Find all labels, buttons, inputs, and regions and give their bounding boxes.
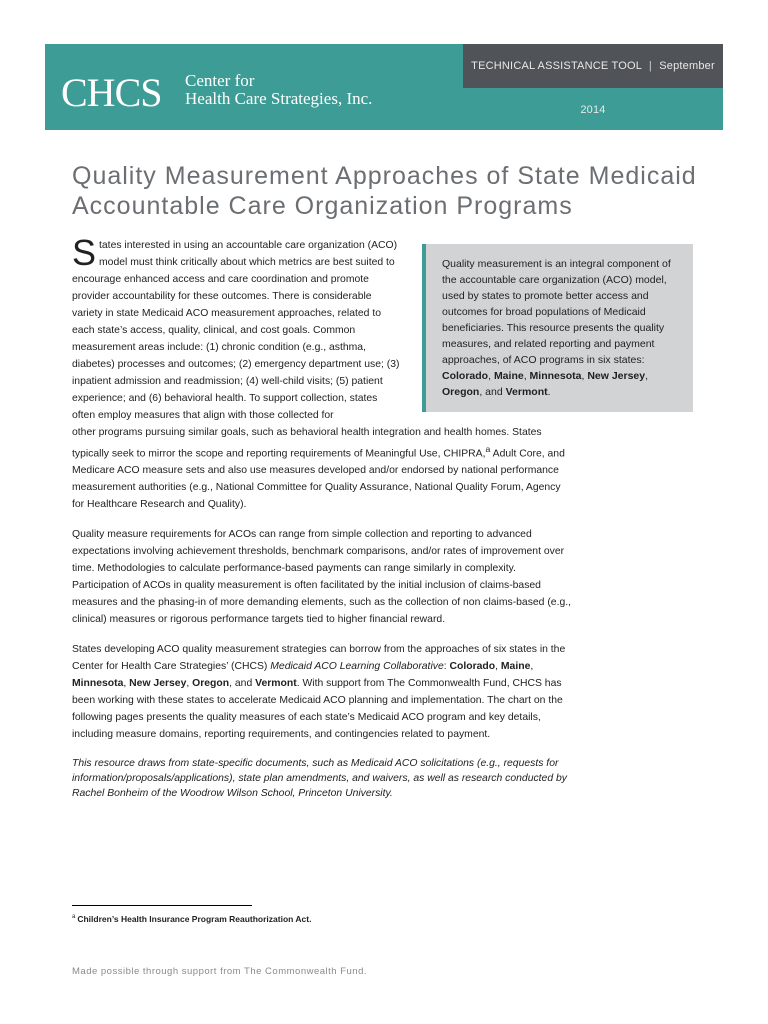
footnote-divider bbox=[72, 905, 252, 906]
org-name-line1: Center for bbox=[185, 71, 255, 90]
sidebar-state-oregon: Oregon bbox=[442, 386, 480, 398]
paragraph-3 bbox=[72, 641, 572, 743]
org-name-line2: Health Care Strategies, Inc. bbox=[185, 89, 373, 108]
footnote-text: Children’s Health Insurance Program Reauthorization Act. bbox=[77, 914, 312, 924]
intro-column bbox=[72, 232, 402, 424]
doc-date: September 2014 bbox=[580, 60, 715, 116]
comma: , bbox=[523, 370, 530, 382]
footnote-ref: a bbox=[485, 444, 491, 454]
intro-text-b: other programs pursuing similar goals, such as behavioral health integration and health homes. States typically seek to mirror the scope and reporting requirements of Meaningful Use, CHIPRA, bbox=[72, 427, 542, 460]
comma: , bbox=[495, 661, 501, 673]
state-colorado: Colorado bbox=[449, 661, 496, 673]
state-maine: Maine bbox=[500, 661, 531, 673]
sidebar-body: Quality measurement is an integral component of the accountable care organization (ACO) model, used by states to promote better access and outcomes for broad populations of Medicaid beneficiaries. This resource presents the quality measures, and related reporting and payment approaches, of ACO programs in six states: bbox=[442, 258, 671, 366]
source-note-text: This resource draws from state-specific documents, such as Medicaid ACO solicitations (e.g., requests for information/proposals/applications), state plan amendments, and waivers, as well as research conducted by Rachel Bonheim of the Woodrow Wilson School, Princeton University. bbox=[72, 758, 567, 800]
sidebar-state-maine: Maine bbox=[493, 370, 524, 382]
state-minnesota: Minnesota bbox=[72, 678, 124, 690]
comma: , bbox=[186, 678, 193, 690]
para3-text-2: : bbox=[443, 661, 450, 673]
separator: | bbox=[648, 60, 652, 72]
comma: , bbox=[488, 370, 494, 382]
sidebar-state-minnesota: Minnesota bbox=[529, 370, 582, 382]
para3-text-1: States developing ACO quality measurement strategies can borrow from the approaches of six states in the Center for Health Care Strategies’ (CHCS) bbox=[72, 644, 566, 673]
title-line2: Accountable Care Organization Programs bbox=[72, 192, 573, 220]
state-new-jersey: New Jersey bbox=[129, 678, 187, 690]
logo-mark: CHCS bbox=[61, 70, 162, 115]
footnote-marker: a bbox=[72, 914, 76, 921]
comma: , bbox=[123, 678, 130, 690]
footnote bbox=[72, 914, 311, 924]
header-banner bbox=[45, 44, 723, 130]
sidebar-state-colorado: Colorado bbox=[442, 370, 489, 382]
sidebar-text bbox=[442, 256, 683, 400]
conjunction: , and bbox=[229, 678, 256, 690]
comma: , bbox=[530, 661, 534, 673]
collaborative-name: Medicaid ACO Learning Collaborative bbox=[270, 661, 444, 673]
funding-credit: Made possible through support from The Commonwealth Fund. bbox=[72, 966, 367, 977]
doc-type-label: TECHNICAL ASSISTANCE TOOL bbox=[471, 60, 642, 72]
source-note bbox=[72, 756, 572, 801]
sidebar-state-new-jersey: New Jersey bbox=[587, 370, 646, 382]
intro-text-a: tates interested in using an accountable care organization (ACO) model must think critically about which metrics are best suited to encourage enhanced access and care coordination and promote provider accountability for these outcomes. There is considerable variety in state Medicaid ACO measurement approaches, related to each state’s access, quality, clinical, and cost goals. Common measurement areas include: (1) chronic condition (e.g., asthma, diabetes) processes and outcomes; (2) emergency department use; (3) inpatient admission and readmission; (4) well-child visits; (5) patient experience; and (6) behavioral health. To support collection, states often employ measures that align with those collected for bbox=[72, 240, 400, 421]
org-name bbox=[185, 72, 405, 108]
state-oregon: Oregon bbox=[192, 678, 230, 690]
paragraph-2: Quality measure requirements for ACOs can range from simple collection and reporting to advanced expectations involving achievement thresholds, benchmark comparisons, and/or rates of improvement over time. Methodologies to calculate performance-based payments can range similarly in complexity. Participation of ACOs in quality measurement is often facilitated by the initial inclusion of claims-based measures and the phasing-in of more demanding elements, such as the collection of non claims-based (e.g., clinical) measures or rigorous performance targets tied to higher financial reward. bbox=[72, 529, 572, 626]
drop-cap: S bbox=[72, 232, 97, 273]
doc-type-box bbox=[463, 44, 723, 116]
page-title bbox=[72, 161, 712, 221]
summary-sidebar bbox=[422, 244, 693, 412]
title-line1: Quality Measurement Approaches of State Medicaid bbox=[72, 162, 697, 190]
intro-text-c: Adult Core, and Medicare ACO measure sets and also use measures developed and/or endorsed by national performance measurement authorities (e.g., National Committee for Quality Assurance, National Quality Forum, Agency for Healthcare Research and Quality). bbox=[72, 448, 565, 511]
conjunction: , and bbox=[479, 386, 506, 398]
sidebar-state-vermont: Vermont bbox=[505, 386, 548, 398]
para3-text-3: . With support from The Commonwealth Fund, CHCS has been working with these states to accelerate Medicaid ACO planning and implementation. The chart on the following pages presents the quality measures of each state’s Medicaid ACO program and key details, including measure domains, reporting requirements, and contingencies related to payment. bbox=[72, 678, 563, 741]
period: . bbox=[547, 386, 551, 398]
comma: , bbox=[581, 370, 588, 382]
comma: , bbox=[645, 370, 649, 382]
state-vermont: Vermont bbox=[255, 678, 297, 690]
